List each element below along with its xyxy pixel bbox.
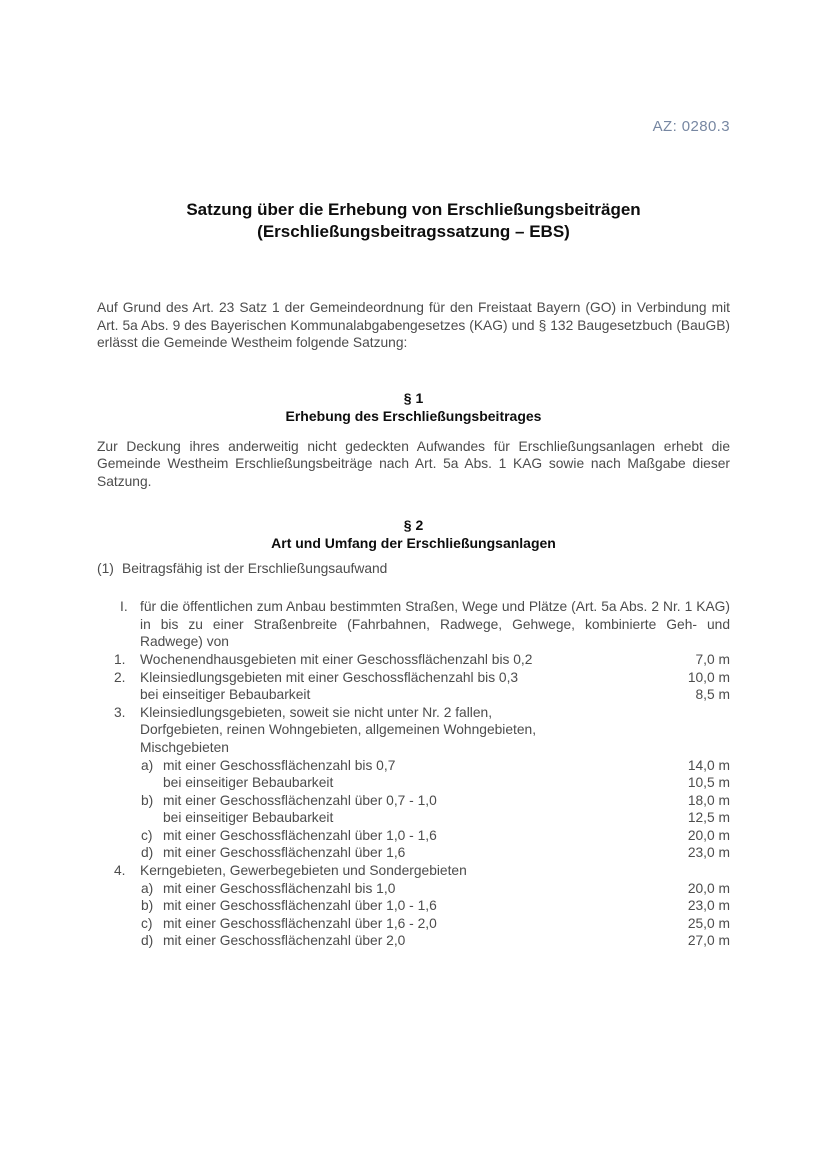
table-row (97, 704, 730, 722)
section-2-paragraph-1 (97, 560, 730, 578)
table-row (97, 827, 730, 845)
table-row (97, 880, 730, 898)
row-value: 20,0 m (687, 880, 730, 896)
section-2-title: Art und Umfang der Erschließungsanlagen (271, 534, 556, 551)
table-row (97, 686, 730, 704)
section-2-heading (97, 516, 730, 552)
row-text: mit einer Geschossflächenzahl über 1,6 - 2,0 (163, 915, 437, 931)
row-text: mit einer Geschossflächenzahl über 1,0 - 1,6 (163, 898, 437, 914)
row-marker (141, 774, 163, 792)
row-value: 10,5 m (687, 775, 730, 791)
table-row (97, 897, 730, 915)
document-content (97, 0, 730, 950)
row-text: mit einer Geschossflächenzahl über 1,6 (163, 845, 406, 861)
table-row (97, 669, 730, 687)
row-text: Kleinsiedlungsgebieten mit einer Geschossflächenzahl bis 0,3 (140, 669, 519, 685)
document-title (97, 199, 730, 243)
table-row (97, 792, 730, 810)
row-value: 23,0 m (687, 845, 730, 861)
document-title-line2: (Erschließungsbeitragssatzung – EBS) (257, 222, 570, 241)
row-marker: d) (141, 845, 154, 861)
row-value: 18,0 m (687, 792, 730, 808)
row-text: mit einer Geschossflächenzahl über 0,7 - 1,0 (163, 792, 437, 808)
table-row (97, 721, 730, 739)
row-marker: d) (141, 933, 154, 949)
row-text: Mischgebieten (140, 739, 229, 755)
row-marker: 3. (114, 704, 126, 720)
section-1-body: Zur Deckung ihres anderweitig nicht gedeckten Aufwandes für Erschließungsanlagen erhebt die Gemeinde Westheim Erschließungsbeiträge nach Art. 5a Abs. 1 KAG sowie nach Maßgabe dieser Satzung. (97, 438, 730, 489)
row-marker: a) (141, 880, 154, 896)
row-marker (114, 721, 140, 739)
section-1-number: § 1 (403, 389, 424, 406)
row-marker: b) (141, 792, 154, 808)
row-value: 25,0 m (687, 915, 730, 931)
row-marker: c) (141, 827, 153, 843)
list-item-marker: I. (120, 599, 128, 615)
row-marker: b) (141, 898, 154, 914)
file-reference-number: AZ: 0280.3 (652, 118, 730, 135)
table-row (97, 844, 730, 862)
table-row (97, 809, 730, 827)
row-text: Kleinsiedlungsgebieten, soweit sie nicht unter Nr. 2 fallen, (140, 704, 493, 720)
row-marker: a) (141, 757, 154, 773)
row-text: mit einer Geschossflächenzahl über 2,0 (163, 933, 406, 949)
section-1-title: Erhebung des Erschließungsbeitrages (285, 407, 542, 424)
row-value: 12,5 m (687, 810, 730, 826)
document-title-line1: Satzung über die Erhebung von Erschließungsbeiträgen (186, 200, 641, 219)
row-marker: 1. (114, 651, 126, 667)
table-row (97, 915, 730, 933)
row-value: 7,0 m (695, 651, 730, 667)
row-text: Wochenendhausgebieten mit einer Geschossflächenzahl bis 0,2 (140, 651, 533, 667)
table-row (97, 739, 730, 757)
row-value: 27,0 m (687, 933, 730, 949)
row-text: Dorfgebieten, reinen Wohngebieten, allgemeinen Wohngebieten, (140, 722, 537, 738)
section-1-heading (97, 389, 730, 425)
row-marker (141, 809, 163, 827)
row-value: 10,0 m (687, 669, 730, 685)
row-value: 23,0 m (687, 898, 730, 914)
paragraph-marker: (1) (97, 560, 114, 576)
section-2-number: § 2 (403, 516, 424, 533)
row-value: 20,0 m (687, 827, 730, 843)
row-marker: 2. (114, 669, 126, 685)
row-text: bei einseitiger Bebaubarkeit (163, 810, 334, 826)
table-row (97, 862, 730, 880)
row-text: bei einseitiger Bebaubarkeit (140, 687, 311, 703)
row-text: Kerngebieten, Gewerbegebieten und Sondergebieten (140, 863, 467, 879)
table-row (97, 651, 730, 669)
list-item-roman-I (97, 598, 730, 651)
paragraph-text: Beitragsfähig ist der Erschließungsaufwand (122, 560, 388, 576)
row-text: mit einer Geschossflächenzahl bis 1,0 (163, 880, 396, 896)
row-text: mit einer Geschossflächenzahl über 1,0 - 1,6 (163, 827, 437, 843)
row-marker: c) (141, 915, 153, 931)
row-marker (114, 686, 140, 704)
table-row (97, 932, 730, 950)
row-text: mit einer Geschossflächenzahl bis 0,7 (163, 757, 396, 773)
row-value: 14,0 m (687, 757, 730, 773)
street-width-table (97, 651, 730, 950)
table-row (97, 774, 730, 792)
row-marker (114, 739, 140, 757)
table-row (97, 757, 730, 775)
list-item-text: für die öffentlichen zum Anbau bestimmten Straßen, Wege und Plätze (Art. 5a Abs. 2 Nr. 1 KAG) in bis zu einer Straßenbreite (Fahrbahnen, Radwege, Gehwege, kombinierte Geh- und Radwege) von (140, 599, 730, 650)
row-marker: 4. (114, 863, 126, 879)
preamble-paragraph: Auf Grund des Art. 23 Satz 1 der Gemeindeordnung für den Freistaat Bayern (GO) in Verbindung mit Art. 5a Abs. 9 des Bayerischen Kommunalabgabengesetzes (KAG) und § 132 Baugesetzbuch (BauGB) erlässt die Gemeinde Westheim folgende Satzung: (97, 300, 730, 351)
row-text: bei einseitiger Bebaubarkeit (163, 775, 334, 791)
row-value: 8,5 m (695, 687, 730, 703)
